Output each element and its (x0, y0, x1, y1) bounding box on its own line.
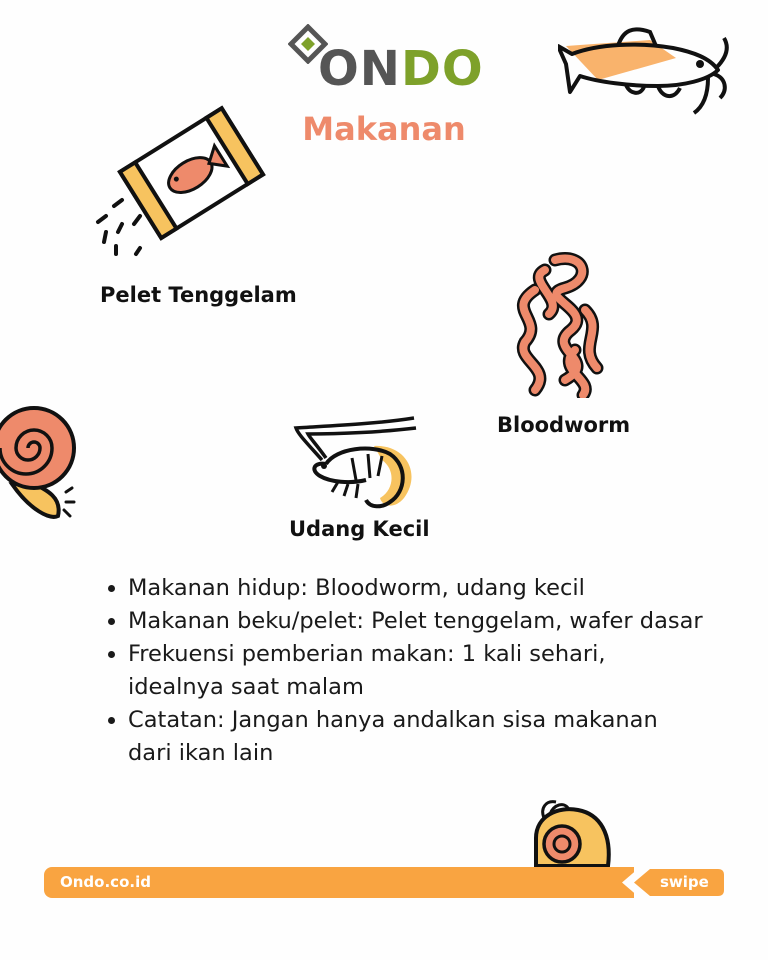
logo-part-on: ON (318, 41, 401, 97)
food-label-pelet: Pelet Tenggelam (100, 283, 297, 307)
bloodworm-icon (505, 250, 615, 398)
food-label-udang: Udang Kecil (289, 517, 430, 541)
list-item: • Catatan: Jangan hanya andalkan sisa makanan dari ikan lain (128, 704, 708, 770)
swipe-button-label[interactable]: swipe (660, 873, 709, 891)
page-title: Makanan (302, 110, 466, 148)
list-item: • Makanan beku/pelet: Pelet tenggelam, wafer dasar (128, 605, 708, 638)
logo-part-do: DO (400, 41, 484, 97)
feeding-notes-list (98, 572, 708, 770)
list-item: • Frekuensi pemberian makan: 1 kali sehari, idealnya saat malam (128, 638, 708, 704)
food-label-bloodworm: Bloodworm (497, 413, 631, 437)
snail-icon (0, 402, 84, 522)
small-snail-icon (528, 798, 614, 868)
shrimp-icon (286, 414, 422, 512)
logo-wordmark (318, 42, 484, 96)
catfish-icon (558, 18, 733, 118)
footer-url-link[interactable]: Ondo.co.id (60, 873, 151, 891)
brand-logo (288, 24, 488, 98)
food-packet-icon (92, 104, 272, 264)
list-item: • Makanan hidup: Bloodworm, udang kecil (128, 572, 708, 605)
